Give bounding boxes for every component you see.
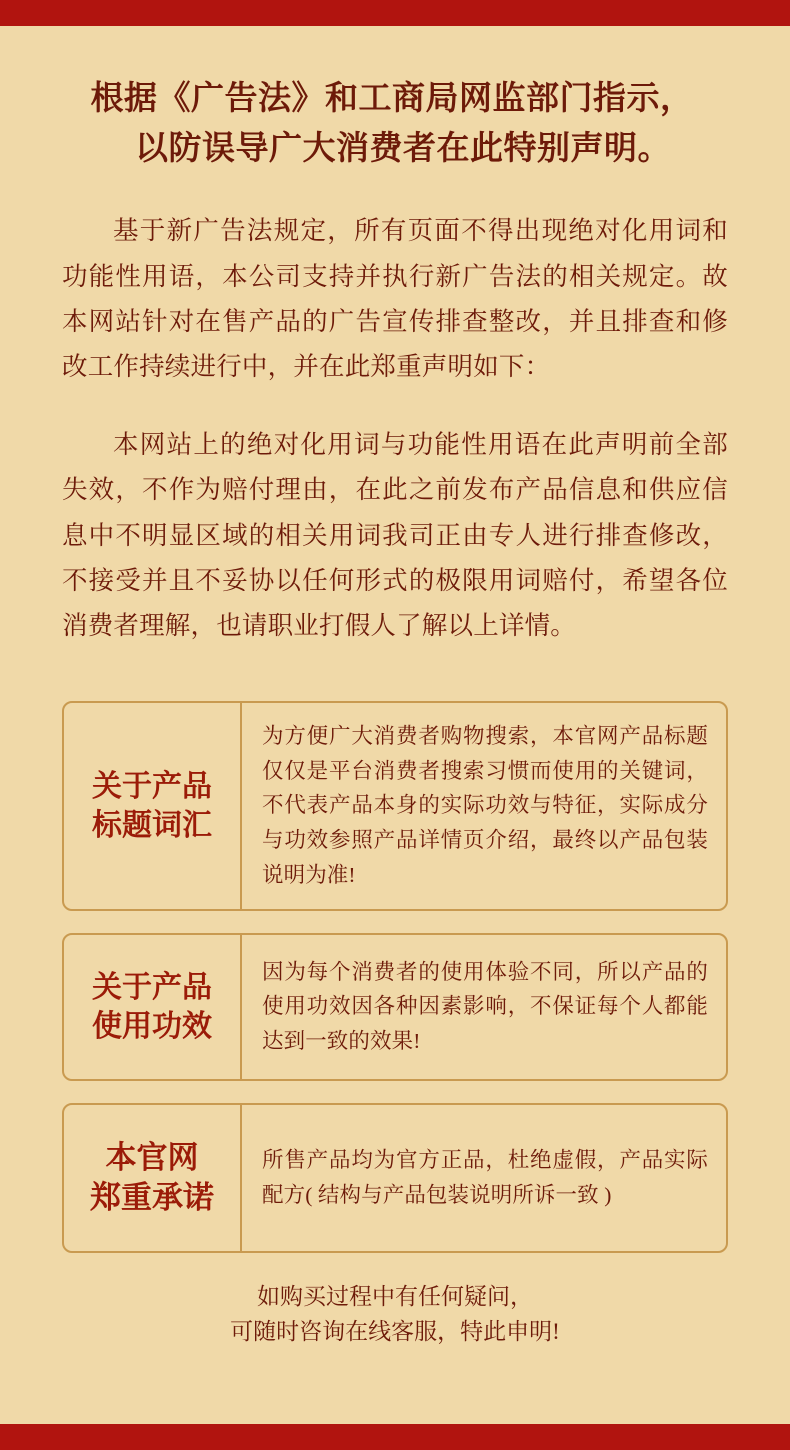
- page-title-line-1: 根据《广告法》和工商局网监部门指示，: [90, 81, 694, 117]
- statement-box-title-line-1: 关于产品: [92, 769, 212, 803]
- statement-box-title-line-1: 本官网: [105, 1139, 199, 1175]
- bottom-decorative-bar: [0, 1424, 790, 1450]
- statement-box-body: [242, 703, 726, 909]
- statement-box-body-text: 因为每个消费者的使用体验不同，所以产品的使用功效因各种因素影响，不保证每个人都能达到一致的效果!: [262, 959, 708, 1054]
- footer-note-line-2: 可随时咨询在线客服，特此申明!: [230, 1319, 560, 1345]
- statement-box-body-text: 所售产品均为官方正品，杜绝虚假，产品实际配方( 结构与产品包装说明所诉一致 ): [262, 1148, 708, 1207]
- statement-box-title: [64, 703, 242, 909]
- statement-box-title-line-2: 郑重承诺: [90, 1179, 214, 1215]
- statement-box-product-title-terms: [62, 701, 728, 911]
- statement-box-list: [62, 701, 728, 1253]
- footer-note-line-1: 如购买过程中有任何疑问，: [257, 1283, 533, 1309]
- statement-box-title-line-2: 标题词汇: [92, 808, 212, 842]
- footer-note: [62, 1279, 728, 1350]
- statement-box-title: [64, 935, 242, 1079]
- page-title: [62, 74, 728, 174]
- statement-box-body: [242, 935, 726, 1079]
- statement-box-body: [242, 1105, 726, 1251]
- statement-paragraph-2: 本网站上的绝对化用词与功能性用语在此声明前全部失效，不作为赔付理由，在此之前发布产品信息和供应信息中不明显区域的相关用词我司正由专人进行排查修改，不接受并且不妥协以任何形式的极限用词赔付，希望各位消费者理解，也请职业打假人了解以上详情。: [62, 429, 728, 641]
- statement-box-title: [64, 1105, 242, 1251]
- statement-box-body-text: 为方便广大消费者购物搜索，本官网产品标题仅仅是平台消费者搜索习惯而使用的关键词，不代表产品本身的实际功效与特征，实际成分与功效参照产品详情页介绍，最终以产品包装说明为准!: [262, 723, 708, 887]
- statement-box-title-line-2: 使用功效: [92, 1009, 212, 1043]
- page-content: [0, 74, 790, 1350]
- page-title-line-2: 以防误导广大消费者在此特别声明。: [135, 131, 671, 168]
- statement-box-official-promise: [62, 1103, 728, 1253]
- statement-box-title-line-1: 关于产品: [92, 970, 212, 1004]
- top-decorative-bar: [0, 0, 790, 26]
- statement-box-product-efficacy: [62, 933, 728, 1081]
- statement-paragraph-1: 基于新广告法规定，所有页面不得出现绝对化用词和功能性用语，本公司支持并执行新广告法的相关规定。故本网站针对在售产品的广告宣传排查整改，并且排查和修改工作持续进行中，并在此郑重声明如下：: [62, 216, 728, 382]
